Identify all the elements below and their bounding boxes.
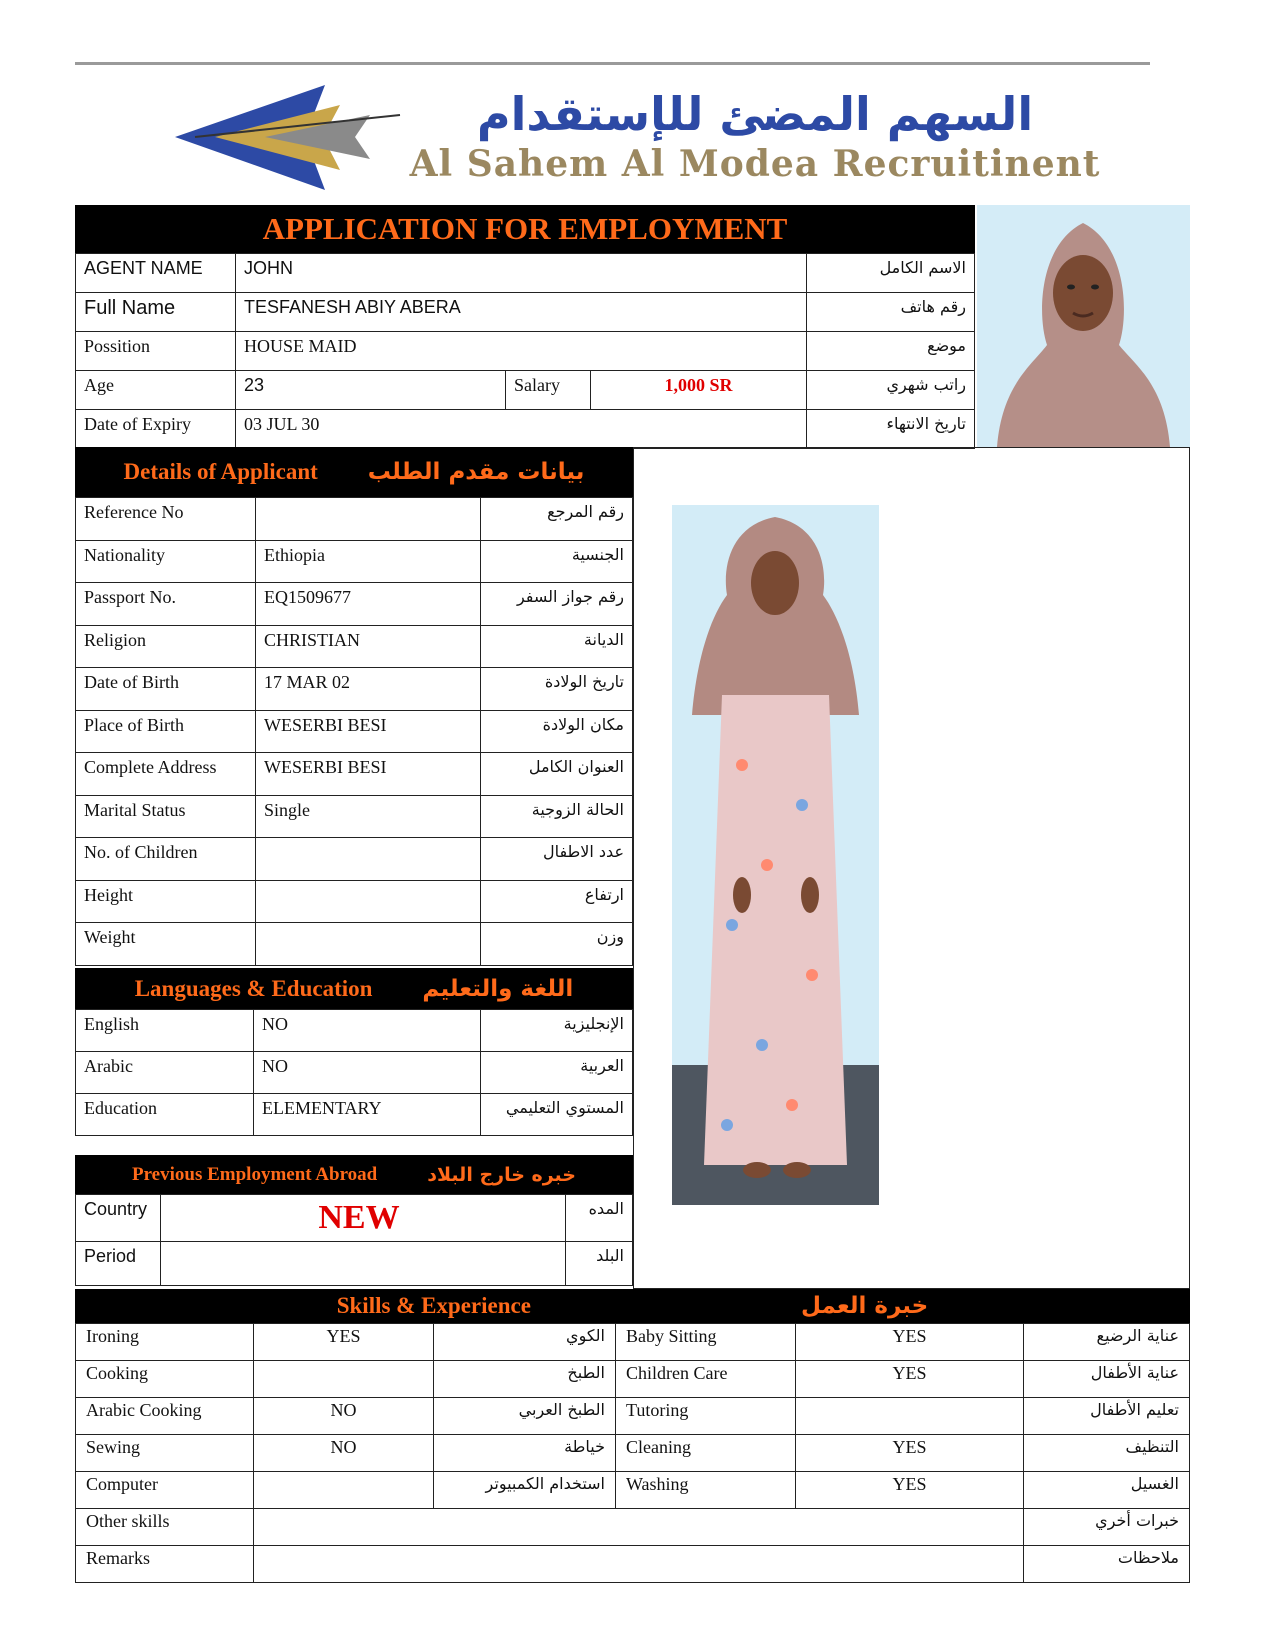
applicant-full-body-photo	[672, 505, 879, 1205]
skill-arabic: الطبخ العربي	[434, 1398, 616, 1435]
period-value	[161, 1242, 566, 1286]
table-row	[76, 1052, 633, 1094]
skill-value: YES	[796, 1435, 1024, 1472]
remarks-label: Remarks	[76, 1546, 254, 1583]
table-row	[76, 1361, 1190, 1398]
detail-label: Place of Birth	[76, 710, 256, 753]
detail-arabic: ارتفاع	[481, 880, 633, 923]
detail-arabic: وزن	[481, 923, 633, 966]
header-banner	[75, 62, 1150, 202]
skill-arabic: استخدام الكمبيوتر	[434, 1472, 616, 1509]
previous-heading-en: Previous Employment Abroad	[131, 1163, 378, 1185]
detail-arabic: الديانة	[481, 625, 633, 668]
other-skills-value	[254, 1509, 1024, 1546]
skill-label: Children Care	[616, 1361, 796, 1398]
skill-value	[254, 1361, 434, 1398]
table-row	[76, 293, 975, 332]
detail-label: Marital Status	[76, 795, 256, 838]
language-label: Education	[76, 1094, 254, 1136]
detail-value	[256, 838, 481, 881]
table-row	[76, 1435, 1190, 1472]
table-row	[76, 1010, 633, 1052]
period-arabic: البلد	[566, 1242, 633, 1286]
table-row	[76, 583, 633, 626]
table-row	[76, 1195, 633, 1242]
skill-value	[796, 1398, 1024, 1435]
full-name-arabic: رقم هاتف	[807, 293, 975, 332]
details-section-header	[75, 447, 633, 497]
table-row	[76, 371, 975, 410]
language-value: NO	[254, 1052, 481, 1094]
age-label: Age	[76, 371, 236, 410]
skill-value: YES	[796, 1324, 1024, 1361]
detail-value	[256, 498, 481, 541]
language-arabic: المستوي التعليمي	[481, 1094, 633, 1136]
period-label: Period	[76, 1242, 161, 1286]
skill-label: Baby Sitting	[616, 1324, 796, 1361]
language-value: ELEMENTARY	[254, 1094, 481, 1136]
detail-arabic: الجنسية	[481, 540, 633, 583]
skill-arabic: عناية الأطفال	[1024, 1361, 1190, 1398]
table-row	[76, 1398, 1190, 1435]
detail-value	[256, 880, 481, 923]
languages-section-header	[75, 968, 633, 1009]
detail-arabic: عدد الاطفال	[481, 838, 633, 881]
previous-employment-table	[75, 1194, 633, 1286]
remarks-value	[254, 1546, 1024, 1583]
detail-value: 17 MAR 02	[256, 668, 481, 711]
detail-arabic: مكان الولادة	[481, 710, 633, 753]
application-info-table	[75, 253, 975, 449]
age-value: 23	[236, 371, 506, 410]
country-value: NEW	[161, 1195, 566, 1242]
detail-value: CHRISTIAN	[256, 625, 481, 668]
detail-value	[256, 923, 481, 966]
company-name-english: Al Sahem Al Modea Recruitinent	[409, 143, 1101, 185]
application-title: APPLICATION FOR EMPLOYMENT	[75, 205, 975, 253]
table-row	[76, 795, 633, 838]
remarks-arabic: ملاحظات	[1024, 1546, 1190, 1583]
table-row	[76, 1546, 1190, 1583]
table-row	[76, 838, 633, 881]
salary-label: Salary	[506, 371, 591, 410]
skill-label: Computer	[76, 1472, 254, 1509]
detail-label: Religion	[76, 625, 256, 668]
table-row	[76, 1242, 633, 1286]
skill-arabic: الغسيل	[1024, 1472, 1190, 1509]
details-heading-ar: بيانات مقدم الطلب	[367, 459, 585, 485]
detail-arabic: تاريخ الولادة	[481, 668, 633, 711]
skill-value: NO	[254, 1398, 434, 1435]
skill-label: Cleaning	[616, 1435, 796, 1472]
skills-section-header	[75, 1289, 1190, 1323]
skills-table	[75, 1323, 1190, 1583]
skill-value: NO	[254, 1435, 434, 1472]
agent-name-value: JOHN	[236, 254, 807, 293]
language-value: NO	[254, 1010, 481, 1052]
full-name-label: Full Name	[76, 293, 236, 332]
skills-heading-ar: خبرة العمل	[800, 1293, 929, 1319]
detail-arabic: الحالة الزوجية	[481, 795, 633, 838]
country-arabic: المده	[566, 1195, 633, 1242]
agent-name-arabic: الاسم الكامل	[807, 254, 975, 293]
detail-label: Height	[76, 880, 256, 923]
full-name-value: TESFANESH ABIY ABERA	[236, 293, 807, 332]
table-row	[76, 625, 633, 668]
skill-arabic: التنظيف	[1024, 1435, 1190, 1472]
languages-heading-ar: اللغة والتعليم	[422, 975, 574, 1002]
detail-value: Single	[256, 795, 481, 838]
table-row	[76, 668, 633, 711]
detail-label: Passport No.	[76, 583, 256, 626]
language-label: Arabic	[76, 1052, 254, 1094]
detail-value: WESERBI BESI	[256, 710, 481, 753]
skill-label: Ironing	[76, 1324, 254, 1361]
previous-section-header	[75, 1155, 633, 1194]
company-logo-icon	[155, 75, 405, 195]
expiry-value: 03 JUL 30	[236, 410, 807, 449]
skill-arabic: الطبخ	[434, 1361, 616, 1398]
detail-value: EQ1509677	[256, 583, 481, 626]
table-row	[76, 880, 633, 923]
country-label: Country	[76, 1195, 161, 1242]
detail-label: Date of Birth	[76, 668, 256, 711]
skill-label: Arabic Cooking	[76, 1398, 254, 1435]
table-row	[76, 1324, 1190, 1361]
detail-label: Nationality	[76, 540, 256, 583]
skill-arabic: الكوي	[434, 1324, 616, 1361]
skills-heading-en: Skills & Experience	[336, 1293, 531, 1318]
position-label: Possition	[76, 332, 236, 371]
detail-label: Reference No	[76, 498, 256, 541]
language-arabic: الإنجليزية	[481, 1010, 633, 1052]
skill-arabic: عناية الرضيع	[1024, 1324, 1190, 1361]
other-skills-label: Other skills	[76, 1509, 254, 1546]
skill-value: YES	[796, 1472, 1024, 1509]
company-name-arabic: السهم المضئ للإستقدام	[476, 87, 1034, 141]
expiry-arabic: تاريخ الانتهاء	[807, 410, 975, 449]
details-table	[75, 497, 633, 966]
applicant-portrait-photo	[977, 205, 1190, 447]
skill-label: Sewing	[76, 1435, 254, 1472]
expiry-label: Date of Expiry	[76, 410, 236, 449]
table-row	[76, 710, 633, 753]
detail-label: Complete Address	[76, 753, 256, 796]
position-arabic: موضع	[807, 332, 975, 371]
detail-arabic: العنوان الكامل	[481, 753, 633, 796]
other-skills-arabic: خبرات أخري	[1024, 1509, 1190, 1546]
table-row	[76, 332, 975, 371]
detail-value: Ethiopia	[256, 540, 481, 583]
detail-arabic: رقم جواز السفر	[481, 583, 633, 626]
position-value: HOUSE MAID	[236, 332, 807, 371]
agent-name-label: AGENT NAME	[76, 254, 236, 293]
skill-label: Washing	[616, 1472, 796, 1509]
skill-label: Cooking	[76, 1361, 254, 1398]
skill-value: YES	[796, 1361, 1024, 1398]
skill-arabic: تعليم الأطفال	[1024, 1398, 1190, 1435]
languages-heading-en: Languages & Education	[134, 975, 373, 1001]
table-row	[76, 1472, 1190, 1509]
table-row	[76, 1094, 633, 1136]
table-row	[76, 498, 633, 541]
skill-label: Tutoring	[616, 1398, 796, 1435]
languages-table	[75, 1009, 633, 1136]
salary-value: 1,000 SR	[591, 371, 807, 410]
skill-value: YES	[254, 1324, 434, 1361]
table-row	[76, 254, 975, 293]
table-row	[76, 410, 975, 449]
detail-value: WESERBI BESI	[256, 753, 481, 796]
salary-arabic: راتب شهري	[807, 371, 975, 410]
skill-value	[254, 1472, 434, 1509]
table-row	[76, 1509, 1190, 1546]
detail-label: No. of Children	[76, 838, 256, 881]
skill-arabic: خياطة	[434, 1435, 616, 1472]
details-heading-en: Details of Applicant	[123, 459, 318, 484]
table-row	[76, 753, 633, 796]
detail-arabic: رقم المرجع	[481, 498, 633, 541]
language-label: English	[76, 1010, 254, 1052]
previous-heading-ar: خبره خارج البلاد	[427, 1163, 577, 1186]
table-row	[76, 540, 633, 583]
detail-label: Weight	[76, 923, 256, 966]
table-row	[76, 923, 633, 966]
language-arabic: العربية	[481, 1052, 633, 1094]
